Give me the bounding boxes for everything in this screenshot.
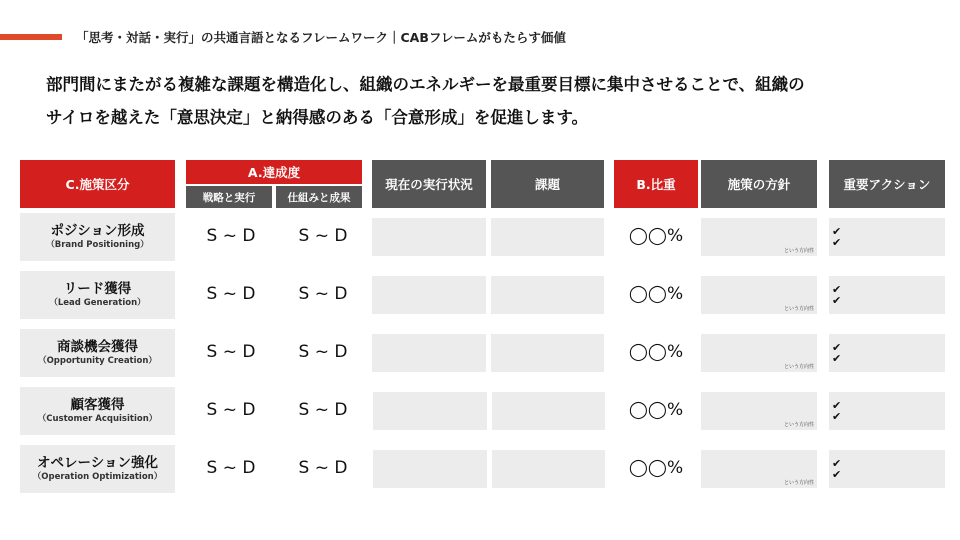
action-cell [829, 392, 945, 430]
col-header-mechanism: 仕組みと成果 [276, 186, 362, 208]
col-header-issue: 課題 [491, 160, 604, 208]
row-name: 商談機会獲得 [57, 339, 138, 355]
strategy-score: S ~ D [206, 342, 256, 362]
weight-value: ◯◯% [628, 458, 684, 478]
accent-bar [0, 34, 62, 40]
check-icon: ✔ [832, 352, 842, 365]
issue-cell [492, 450, 605, 488]
row-label-customer-acquisition [20, 387, 175, 435]
issue-cell [491, 276, 604, 314]
mechanism-score: S ~ D [298, 400, 348, 420]
mechanism-score: S ~ D [298, 342, 348, 362]
check-icon: ✔ [832, 294, 842, 307]
weight-value: ◯◯% [628, 284, 684, 304]
current-status-cell [372, 218, 486, 256]
strategy-score: S ~ D [206, 284, 256, 304]
lead-line-2: サイロを越えた「意思決定」と納得感のある「合意形成」を促進します。 [46, 108, 589, 127]
strategy-score: S ~ D [206, 400, 256, 420]
check-icon: ✔ [832, 457, 842, 470]
row-label-brand-positioning [20, 213, 175, 261]
check-icon: ✔ [832, 468, 842, 481]
current-status-cell [373, 392, 487, 430]
lead-line-1: 部門間にまたがる複雑な課題を構造化し、組織のエネルギーを最重要目標に集中させることで、組織の [46, 75, 805, 94]
row-label-opportunity-creation [20, 329, 175, 377]
row-name-en: （Customer Acquisition） [37, 414, 158, 424]
mechanism-score: S ~ D [298, 458, 348, 478]
policy-note: という方向性 [783, 248, 814, 254]
row-name: オペレーション強化 [37, 455, 158, 471]
check-icon: ✔ [832, 283, 842, 296]
row-label-lead-generation [20, 271, 175, 319]
page-header-title: 「思考・対話・実行」の共通言語となるフレームワーク｜CABフレームがもたらす価値 [76, 30, 566, 45]
action-cell [829, 334, 945, 372]
row-name: ポジション形成 [50, 223, 145, 239]
current-status-cell [372, 276, 486, 314]
row-name-en: （Brand Positioning） [46, 240, 149, 250]
row-label-operation-optimization [20, 445, 175, 493]
strategy-score: S ~ D [206, 458, 256, 478]
mechanism-score: S ~ D [298, 226, 348, 246]
policy-cell [701, 450, 817, 488]
issue-cell [491, 218, 604, 256]
col-header-strategy: 戦略と実行 [186, 186, 272, 208]
col-header-action: 重要アクション [829, 160, 945, 208]
weight-value: ◯◯% [628, 226, 684, 246]
col-header-current: 現在の実行状況 [372, 160, 486, 208]
col-header-policy: 施策の方針 [701, 160, 817, 208]
col-header-achievement: A.達成度 [186, 160, 362, 184]
policy-cell [701, 392, 817, 430]
policy-note: という方向性 [783, 480, 814, 486]
policy-cell [701, 276, 817, 314]
policy-note: という方向性 [783, 306, 814, 312]
current-status-cell [373, 450, 487, 488]
issue-cell [492, 392, 605, 430]
policy-cell [701, 334, 817, 372]
check-icon: ✔ [832, 410, 842, 423]
check-icon: ✔ [832, 236, 842, 249]
action-cell [829, 218, 945, 256]
current-status-cell [372, 334, 486, 372]
row-name: 顧客獲得 [70, 397, 125, 413]
action-cell [829, 276, 945, 314]
check-icon: ✔ [832, 225, 842, 238]
policy-note: という方向性 [783, 422, 814, 428]
check-icon: ✔ [832, 399, 842, 412]
row-name-en: （Operation Optimization） [32, 472, 163, 482]
lead-text [46, 68, 926, 134]
weight-value: ◯◯% [628, 342, 684, 362]
policy-note: という方向性 [783, 364, 814, 370]
row-name-en: （Opportunity Creation） [38, 356, 157, 366]
mechanism-score: S ~ D [298, 284, 348, 304]
row-name-en: （Lead Generation） [49, 298, 146, 308]
row-name: リード獲得 [63, 281, 132, 297]
issue-cell [491, 334, 604, 372]
col-header-weight: B.比重 [614, 160, 698, 208]
col-header-category: C.施策区分 [20, 160, 175, 208]
strategy-score: S ~ D [206, 226, 256, 246]
weight-value: ◯◯% [628, 400, 684, 420]
check-icon: ✔ [832, 341, 842, 354]
action-cell [829, 450, 945, 488]
policy-cell [701, 218, 817, 256]
